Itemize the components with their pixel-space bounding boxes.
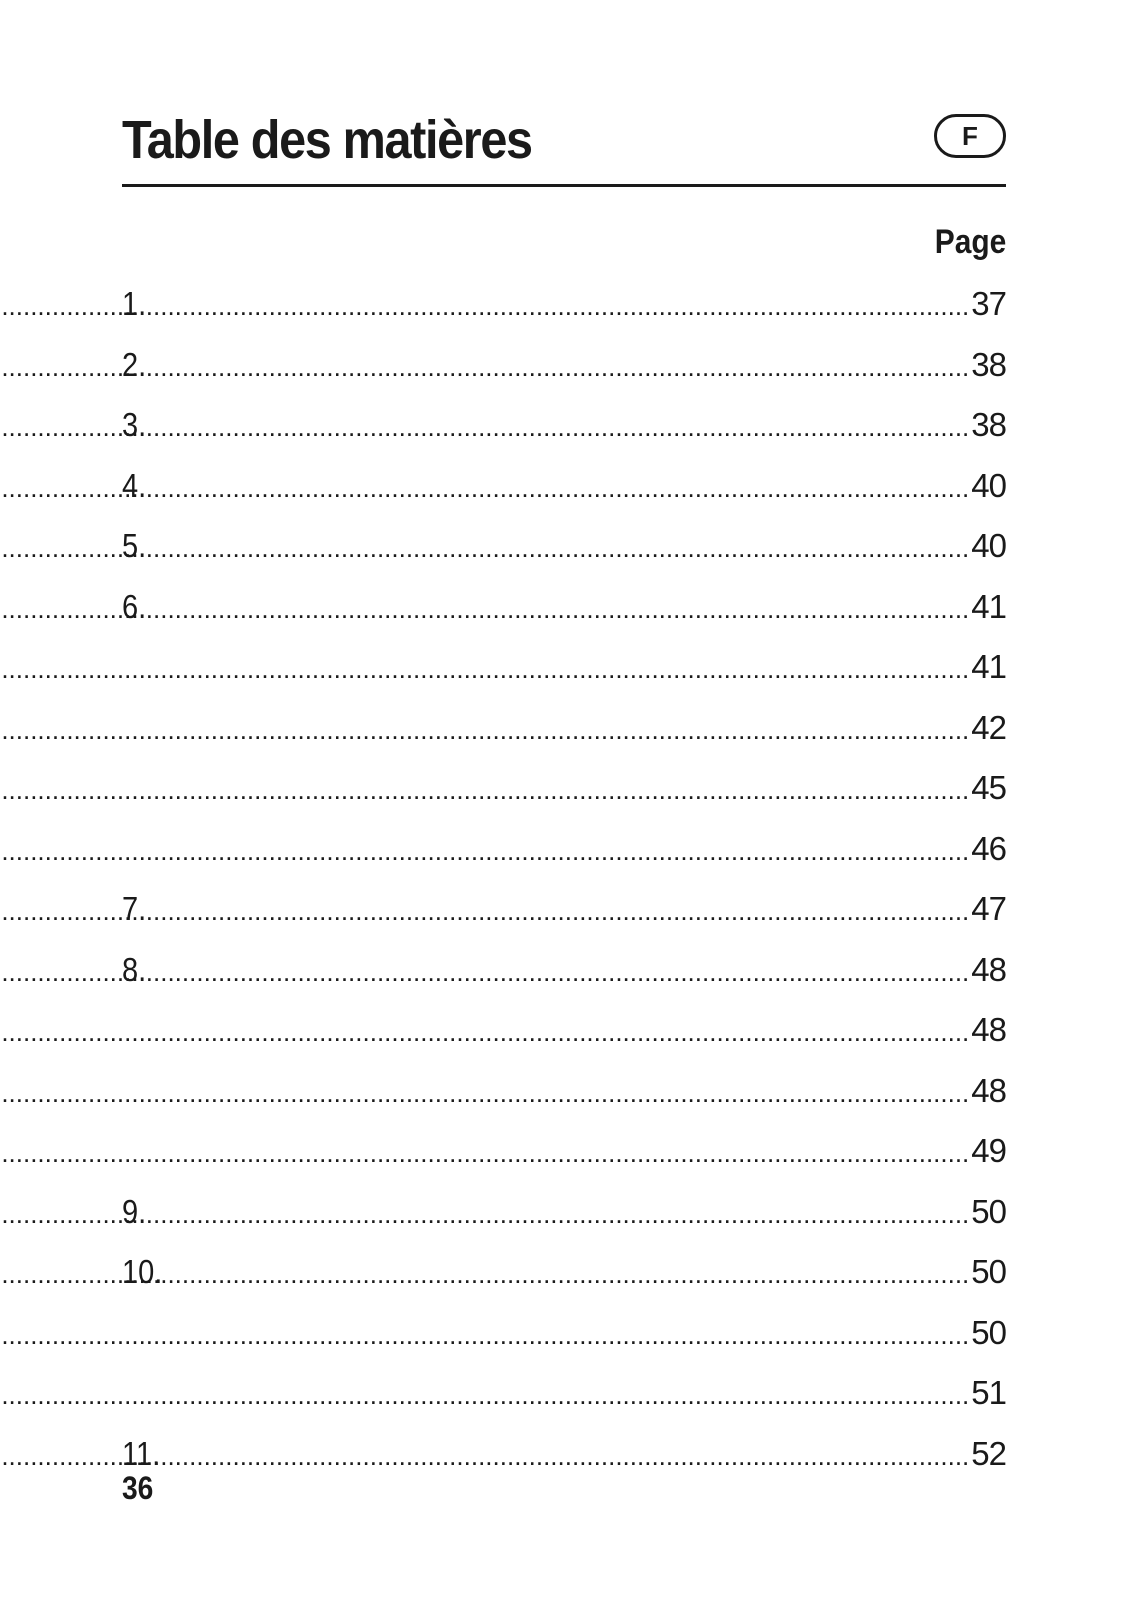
toc-leader-dots [0,766,969,814]
toc-page-number: 50 [971,1192,1006,1230]
toc-leader-dots [0,1250,969,1298]
toc-leader-dots [0,1371,969,1419]
toc-number: 5. [122,527,147,564]
toc-subrow[interactable] [122,1127,1006,1188]
page-header [122,104,1006,187]
toc-number: 8. [122,950,147,988]
toc-leader-dots [0,343,969,391]
toc-number: 10. [122,1253,163,1290]
toc-page-number: 41 [971,587,1006,625]
toc-leader-dots [0,948,969,996]
toc-page-number: 50 [971,1253,1006,1290]
toc-leader-dots [0,1311,969,1359]
toc-leader-dots [0,1008,969,1056]
toc-number: 6. [122,587,147,625]
toc-leader-dots [0,706,969,754]
toc-subrow[interactable] [122,764,1006,825]
toc-page-number: 51 [971,1374,1006,1411]
toc-row[interactable] [122,280,1006,341]
toc-page-number: 48 [971,1071,1006,1109]
toc-leader-dots [0,524,969,572]
toc-number: 7. [122,890,147,927]
toc-number: 4. [122,466,147,504]
toc-page-number: 41 [971,648,1006,685]
toc-page-number: 40 [971,527,1006,564]
toc-number: 2. [122,345,147,383]
toc-row[interactable] [122,885,1006,946]
toc-page-number: 42 [971,708,1006,746]
footer-page-number: 36 [122,1470,154,1506]
toc-leader-dots [0,1190,969,1238]
toc-page-number: 47 [971,890,1006,927]
toc-leader-dots [0,887,969,935]
toc-number: 3. [122,406,147,443]
toc-leader-dots [0,585,969,633]
toc-page-number: 40 [971,466,1006,504]
toc-subrow[interactable] [122,1309,1006,1370]
toc-subrow[interactable] [122,1369,1006,1430]
toc-page-number: 48 [971,1011,1006,1048]
toc-row[interactable] [122,1248,1006,1309]
page-title: Table des matières [122,110,532,170]
toc-number: 11. [122,1434,161,1472]
toc-leader-dots [0,827,969,875]
toc-page-number: 49 [971,1132,1006,1169]
toc-page-number: 46 [971,829,1006,867]
toc-number: 9. [122,1192,147,1230]
toc-subrow[interactable] [122,643,1006,704]
toc-page-number: 38 [971,345,1006,383]
toc-row[interactable] [122,583,1006,644]
toc-leader-dots [0,464,969,512]
document-page [122,0,1006,1600]
language-badge: F [934,114,1006,158]
toc-page-number: 50 [971,1313,1006,1351]
toc-row[interactable] [122,1188,1006,1249]
toc-subrow[interactable] [122,1067,1006,1128]
toc-row[interactable] [122,946,1006,1007]
toc-page-number: 37 [971,285,1006,322]
toc-subrow[interactable] [122,704,1006,765]
toc-page-number: 48 [971,950,1006,988]
toc-subrow[interactable] [122,1006,1006,1067]
toc-leader-dots [0,645,969,693]
toc-leader-dots [0,403,969,451]
toc-page-number: 38 [971,406,1006,443]
toc-leader-dots [0,1129,969,1177]
toc-page-number: 52 [971,1434,1006,1472]
toc-row[interactable] [122,341,1006,402]
page-column-label: Page [934,223,1006,261]
toc-leader-dots [0,1069,969,1117]
toc-row[interactable] [122,401,1006,462]
toc-number: 1. [122,285,147,322]
toc-page-number: 45 [971,769,1006,806]
toc-row[interactable] [122,522,1006,583]
toc-subrow[interactable] [122,825,1006,886]
toc-row[interactable] [122,1430,1006,1491]
toc-row[interactable] [122,462,1006,523]
toc-leader-dots [0,282,969,330]
table-of-contents [122,280,1006,1490]
